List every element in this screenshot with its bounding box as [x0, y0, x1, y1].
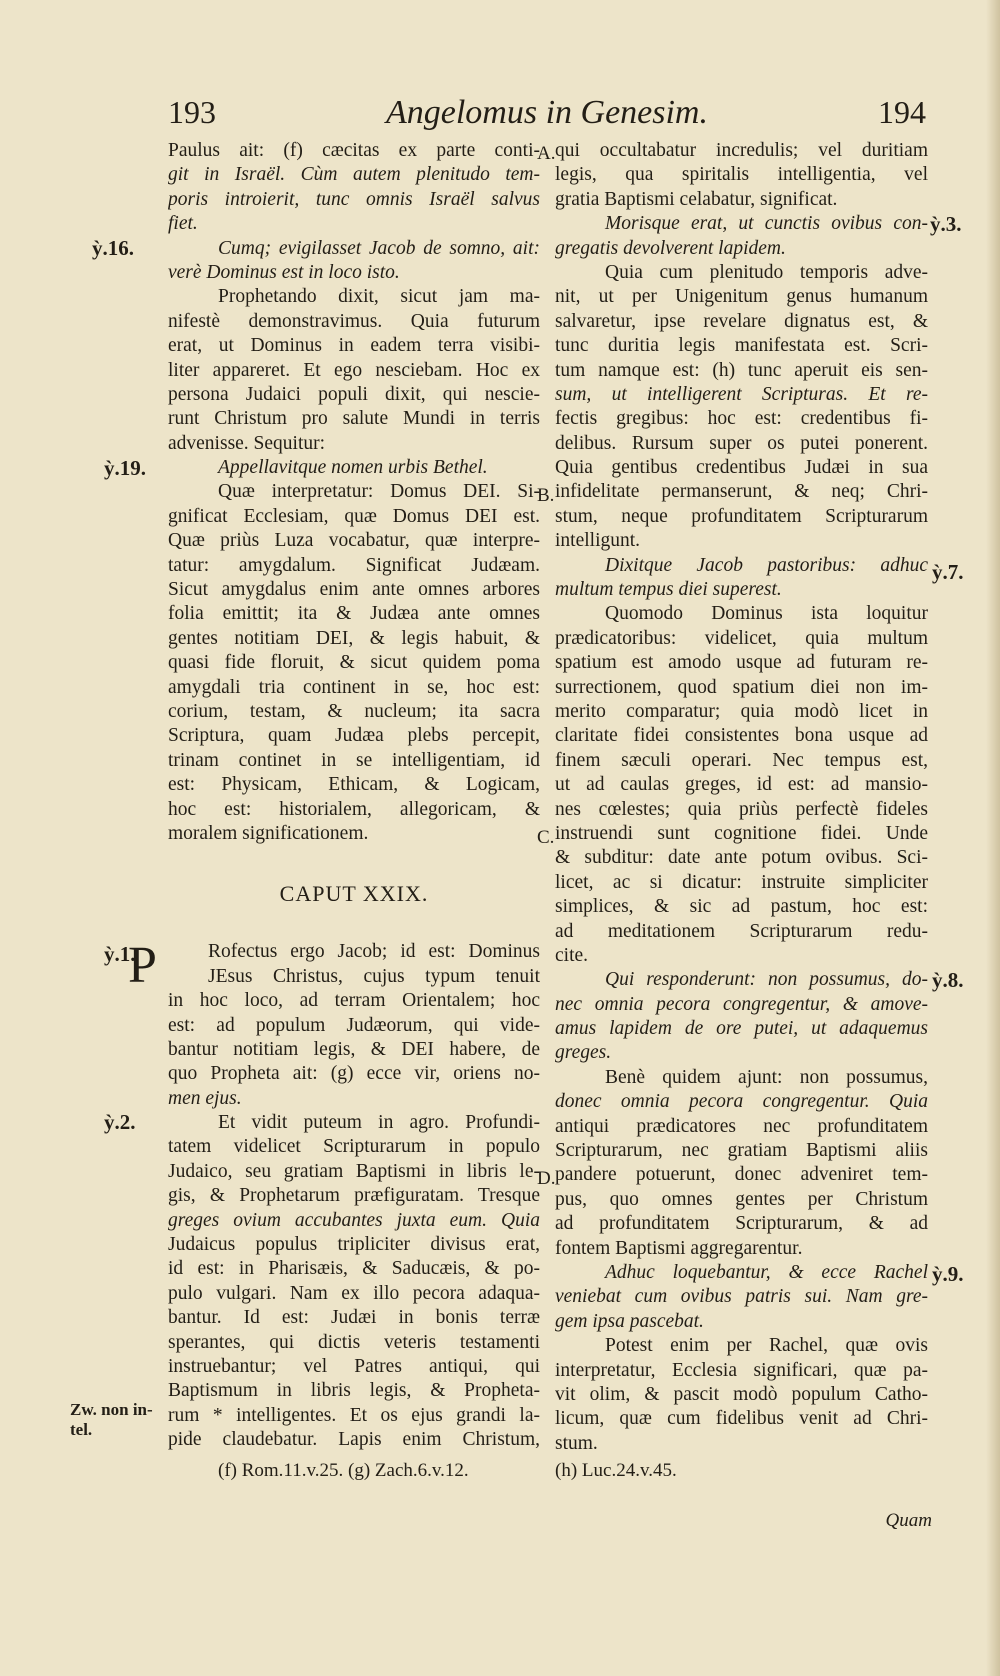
verse-marker: ỳ.19. — [104, 456, 146, 480]
text-line: multum tempus diei superest. — [555, 579, 782, 601]
text-line: instruendi sunt cognitione fidei. Unde — [555, 822, 928, 844]
verse-marker: ỳ.2. — [104, 1110, 136, 1134]
text-line: simplices, & sic ad pastum, hoc est: — [555, 896, 928, 918]
text-line: Morisque erat, ut cunctis ovibus con- — [605, 213, 928, 235]
text-line: Paulus ait: (f) cæcitas ex parte conti- — [168, 140, 540, 161]
text-line: antiqui prædicatores nec profunditatem — [555, 1115, 928, 1137]
text-line: men ejus. — [168, 1087, 242, 1109]
text-line: claritate fidei consistentes bona usque ad — [555, 725, 928, 747]
section-letter: B. — [537, 485, 555, 506]
text-line: JEsus Christus, cujus typum tenuit — [208, 965, 540, 987]
text-line: pulo vulgari. Nam ex illo pecora adaqua- — [168, 1282, 540, 1304]
page-number-left: 193 — [168, 94, 216, 130]
text-line: finem sæculi operari. Nec tempus est, — [555, 749, 928, 771]
text-line: poris introierit, tunc omnis Israël salvus — [168, 188, 540, 210]
text-line: Quia gentibus credentibus Judæi in sua — [555, 457, 928, 479]
text-line: Dixitque Jacob pastoribus: adhuc — [605, 554, 928, 576]
text-line: pide claudebatur. Lapis enim Christum, — [168, 1429, 540, 1451]
text-line: erat, ut Dominus in eadem terra visibi- — [168, 335, 540, 357]
section-letter: A. — [537, 143, 556, 164]
text-line: nec omnia pecora congregentur, & amove- — [555, 993, 928, 1015]
text-line: tunc duritia legis manifestata est. Scri- — [555, 335, 928, 357]
drop-cap: P — [128, 937, 157, 995]
verse-marker: ỳ.16. — [92, 236, 134, 260]
text-line: advenisse. Sequitur: — [168, 432, 326, 454]
text-line: gem ipsa pascebat. — [555, 1310, 704, 1332]
text-line: gregatis devolverent lapidem. — [555, 237, 786, 259]
text-line: legis, qua spiritalis intelligentia, vel — [555, 164, 928, 186]
verse-marker: ỳ.3. — [930, 212, 962, 236]
text-line: Rofectus ergo Jacob; id est: Dominus — [208, 941, 540, 963]
text-line: vit olim, & pascit modò populum Catho- — [555, 1383, 928, 1405]
text-line: Appellavitque nomen urbis Bethel. — [218, 457, 488, 479]
verse-marker: ỳ.9. — [932, 1262, 964, 1286]
text-line: nit, ut per Unigenitum genus humanum — [555, 286, 928, 308]
text-line: licet, ac si dicatur: instruite simpliciter — [555, 871, 928, 893]
text-line: ad meditationem Scripturarum redu- — [555, 920, 928, 942]
text-line: amus lapidem de ore putei, ut adaquemus — [555, 1018, 928, 1040]
verse-marker: ỳ.8. — [932, 968, 964, 992]
verse-marker: ỳ.7. — [932, 560, 964, 584]
text-line: est: ad populum Judæorum, qui vide- — [168, 1014, 540, 1036]
text-line: persona Judaici populi dixit, qui nescie- — [168, 383, 540, 405]
text-line: rum * intelligentes. Et os ejus grandi la- — [168, 1404, 540, 1426]
text-line: greges. — [555, 1042, 612, 1064]
page-edge-shadow — [986, 0, 1000, 1676]
text-line: est: Physicam, Ethicam, & Logicam, — [168, 774, 540, 796]
text-line: greges ovium accubantes juxta eum. Quia — [168, 1209, 540, 1231]
text-line: donec omnia pecora congregentur. Quia — [555, 1091, 928, 1113]
text-line: prædicatoribus: videlicet, quia multum — [555, 627, 928, 649]
text-line: Scripturarum, nec gratiam Baptismi aliis — [555, 1140, 928, 1162]
text-line: spatium est amodo usque ad futuram re- — [555, 652, 928, 674]
text-line: in hoc loco, ad terram Orientalem; hoc — [168, 990, 540, 1012]
text-line: fontem Baptismi aggregarentur. — [555, 1237, 803, 1259]
text-line: Judaico, seu gratiam Baptismi in libris le- — [168, 1160, 540, 1182]
running-title: Angelomus in Genesim. — [385, 94, 708, 131]
text-line: fectis gregibus: hoc est: credentibus fi- — [555, 408, 928, 430]
text-line: verè Dominus est in loco isto. — [168, 261, 400, 283]
text-line: pandere potuerunt, donec adveniret tem- — [555, 1164, 928, 1186]
text-line: Cumq; evigilasset Jacob de somno, ait: — [218, 237, 540, 259]
text-line: Adhuc loquebantur, & ecce Rachel — [605, 1261, 928, 1283]
text-line: surrectionem, quod spatium diei non im- — [555, 676, 928, 698]
text-line: Prophetando dixit, sicut jam ma- — [218, 286, 540, 308]
catchword: Quam — [885, 1510, 932, 1531]
text-line: tatem videlicet Scripturarum in populo — [168, 1136, 540, 1158]
text-line: Quia cum plenitudo temporis adve- — [605, 261, 928, 283]
text-line: Quæ priùs Luza vocabatur, quæ interpre- — [168, 530, 540, 552]
text-line: gis, & Prophetarum præfiguratam. Tresque — [168, 1185, 540, 1207]
text-line: liter appareret. Et ego nesciebam. Hoc ex — [168, 359, 540, 381]
text-line: bantur notitiam legis, & DEI habere, de — [168, 1038, 540, 1060]
text-line: stum, neque profunditatem Scripturarum — [555, 505, 928, 527]
text-line: nes cœlestes; quia priùs perfectè fideles — [555, 798, 928, 820]
text-line: cite. — [555, 944, 589, 966]
text-line: Scriptura, quam Judæa plebs percepit, — [168, 725, 540, 747]
page-number-right: 194 — [878, 94, 926, 130]
text-line: ut ad caulas greges, id est: ad mansio- — [555, 774, 928, 796]
text-line: salvaretur, ipse revelare dignatus est, & — [555, 310, 928, 332]
text-line: sperantes, qui dictis veteris testamenti — [168, 1331, 540, 1353]
text-line: pus, quo omnes gentes per Christum — [555, 1188, 928, 1210]
text-line: merito comparatur; quia modò licet in — [555, 700, 928, 722]
text-line: amygdali tria continent in se, hoc est: — [168, 676, 540, 698]
text-line: Quæ interpretatur: Domus DEI. Si- — [218, 481, 540, 503]
running-header — [168, 94, 926, 138]
text-line: sum, ut intelligerent Scripturas. Et re- — [555, 383, 928, 405]
text-line: CAPUT XXIX. — [279, 881, 429, 907]
text-line: stum. — [555, 1432, 598, 1454]
text-line: Potest enim per Rachel, quæ ovis — [605, 1335, 928, 1357]
text-line: Benè quidem ajunt: non possumus, — [605, 1066, 928, 1088]
section-letter: D. — [537, 1168, 556, 1189]
text-line: licum, quæ cum fidelibus venit ad Chri- — [555, 1408, 928, 1430]
text-line: gnificat Ecclesiam, quæ Domus DEI est. — [168, 505, 540, 527]
text-line: hoc est: historialem, allegoricam, & — [168, 798, 540, 820]
text-line: Judaicus populus tripliciter divisus erat, — [168, 1234, 540, 1256]
text-line: folia emittit; ita & Judæa ante omnes — [168, 603, 540, 625]
footnote-right: (h) Luc.24.v.45. — [555, 1460, 677, 1481]
text-line: gratia Baptismi celabatur, significat. — [555, 188, 838, 210]
text-line: intelligunt. — [555, 530, 641, 552]
text-line: gentes notitiam DEI, & legis habuit, & — [168, 627, 540, 649]
text-line: moralem significationem. — [168, 822, 369, 844]
text-line: git in Israël. Cùm autem plenitudo tem- — [168, 164, 540, 186]
text-line: quasi fide floruit, & sicut quidem poma — [168, 652, 540, 674]
text-line: id est: in Pharisæis, & Saducæis, & po- — [168, 1258, 540, 1280]
text-line: veniebat cum ovibus patris sui. Nam gre- — [555, 1286, 928, 1308]
verse-marker: ỳ.1. — [104, 942, 136, 966]
text-line: Et vidit puteum in agro. Profundi- — [218, 1112, 540, 1134]
text-line: runt Christum pro salute Mundi in terris — [168, 408, 540, 430]
left-column — [128, 139, 540, 1453]
text-line: trinam continet in se intelligentiam, id — [168, 749, 540, 771]
text-line: qui occultabatur incredulis; vel duritiam — [555, 140, 928, 161]
text-line: ad profunditatem Scripturarum, & ad — [555, 1213, 928, 1235]
text-line: interpretatur, Ecclesia significari, quæ pa- — [555, 1359, 928, 1381]
text-line: delibus. Rursum super os putei ponerent. — [555, 432, 928, 454]
text-line: tatur: amygdalum. Significat Judæam. — [168, 554, 540, 576]
section-letter: C. — [537, 827, 555, 848]
text-line: Sicut amygdalus enim ante omnes arbores — [168, 579, 540, 601]
text-line: nifestè demonstravimus. Quia futurum — [168, 310, 540, 332]
text-line: instruebantur; vel Patres antiqui, qui — [168, 1355, 540, 1377]
text-line: & subditur: date ante potum ovibus. Sci- — [555, 847, 928, 869]
text-line: Qui responderunt: non possumus, do- — [605, 969, 928, 991]
text-line: corium, testam, & nucleum; ita sacra — [168, 700, 540, 722]
text-line: fiet. — [168, 213, 198, 235]
text-line: bantur. Id est: Judæi in bonis terræ — [168, 1307, 540, 1329]
margin-note: Zw. non in-tel. — [70, 1400, 153, 1439]
footnote-left: (f) Rom.11.v.25. (g) Zach.6.v.12. — [218, 1460, 469, 1481]
text-line: infidelitate permanserunt, & neq; Chri- — [555, 481, 928, 503]
text-line: Baptismum in libris legis, & Propheta- — [168, 1380, 540, 1402]
text-line: quo Propheta ait: (g) ecce vir, oriens no- — [168, 1063, 540, 1085]
text-line: tum namque est: (h) tunc aperuit eis sen- — [555, 359, 928, 381]
text-line: Quomodo Dominus ista loquitur — [605, 603, 928, 625]
right-column — [555, 139, 928, 1456]
